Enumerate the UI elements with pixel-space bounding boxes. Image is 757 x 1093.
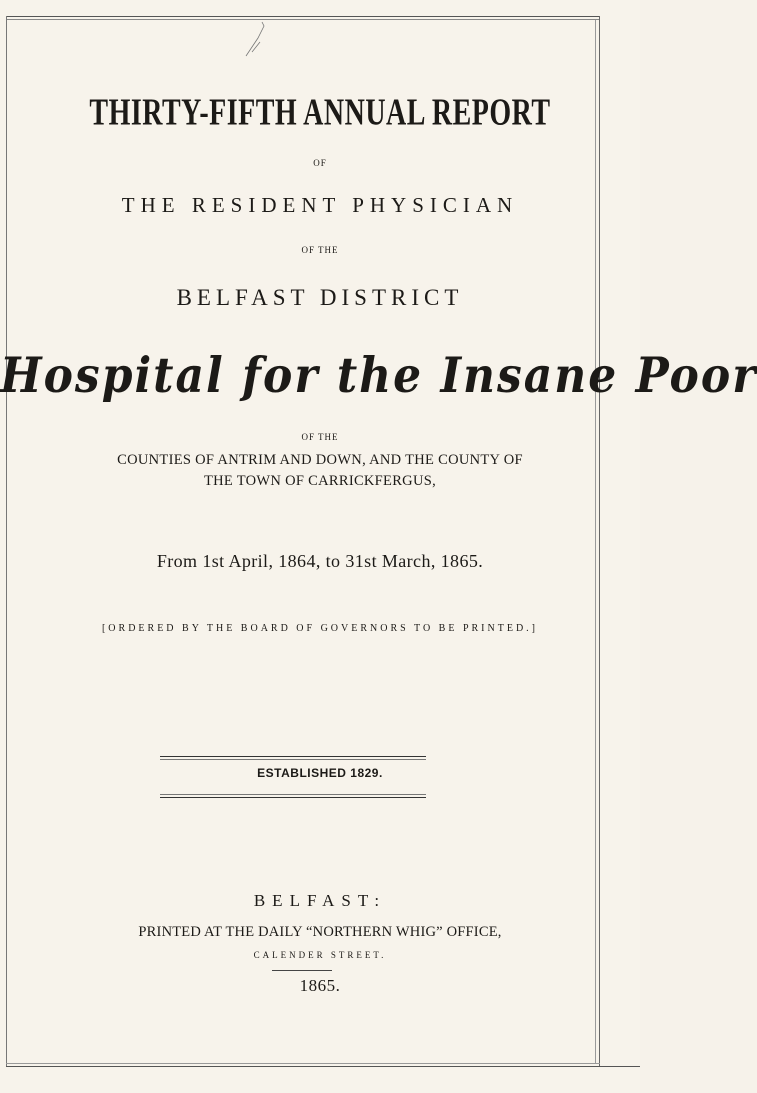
established-rule-top	[160, 756, 426, 757]
counties-line-1: COUNTIES OF ANTRIM AND DOWN, AND THE COUNTY OF	[117, 452, 523, 468]
year-rule	[272, 970, 332, 971]
border-top-rule	[6, 16, 600, 17]
border-bottom-rule-inner	[6, 1063, 600, 1064]
border-top-rule-inner	[6, 19, 600, 20]
of-text: OF	[313, 158, 327, 168]
district-heading: BELFAST DISTRICT	[176, 285, 464, 310]
imprint-year: 1865.	[299, 976, 341, 995]
ordered-note: [ORDERED BY THE BOARD OF GOVERNORS TO BE PRINTED.]	[101, 623, 539, 634]
established-rule-top-inner	[160, 759, 426, 760]
hospital-heading: Hospital for the Insane Poor	[0, 348, 757, 405]
physician-heading: THE RESIDENT PHYSICIAN	[121, 193, 519, 217]
established-text: ESTABLISHED 1829.	[257, 766, 383, 780]
report-title: THIRTY-FIFTH ANNUAL REPORT	[89, 92, 551, 134]
of-the-text: OF THE	[301, 245, 339, 255]
imprint-printer: PRINTED AT THE DAILY “NORTHERN WHIG” OFFICE,	[138, 924, 502, 940]
report-period: From 1st April, 1864, to 31st March, 1865.	[156, 551, 484, 571]
established-rule-bottom	[160, 797, 426, 798]
pen-mark-icon	[240, 0, 270, 60]
imprint-street: CALENDER STREET.	[253, 950, 387, 960]
imprint-city: BELFAST:	[253, 891, 387, 910]
of-the-text-2: OF THE	[301, 432, 339, 442]
established-rule-bottom-inner	[160, 794, 426, 795]
border-bottom-rule	[6, 1066, 640, 1067]
counties-line-2: THE TOWN OF CARRICKFERGUS,	[203, 473, 437, 489]
